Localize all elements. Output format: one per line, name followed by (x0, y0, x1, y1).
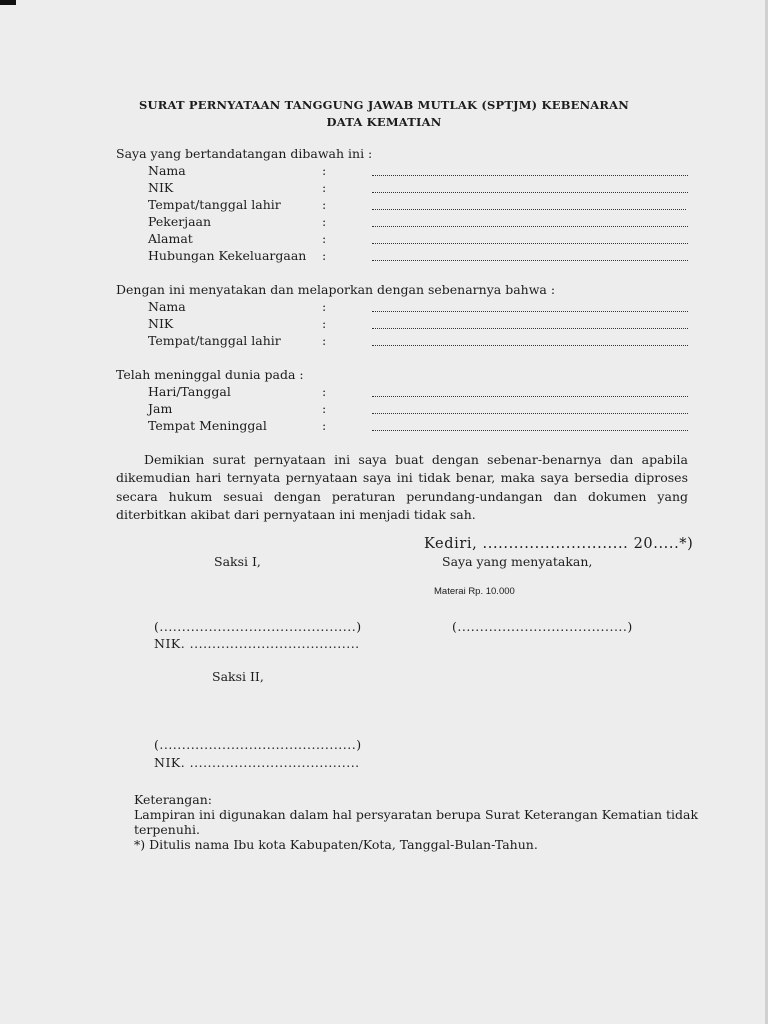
s3-colon-jam: : (322, 401, 327, 416)
section1-intro: Saya yang bertandatangan dibawah ini : (116, 146, 373, 161)
s1-field-hubungan[interactable] (372, 260, 688, 261)
s1-colon-ttl: : (322, 197, 327, 212)
s1-label-nama: Nama (148, 163, 186, 178)
s1-colon-nik: : (322, 180, 327, 195)
witness1-label: Saksi I, (214, 554, 261, 569)
s3-label-jam: Jam (148, 401, 173, 416)
witness2-nik-line[interactable]: NIK. ...................................... (154, 755, 360, 770)
s1-field-nik[interactable] (372, 192, 688, 193)
s2-label-nik: NIK (148, 316, 174, 331)
s2-colon-nama: : (322, 299, 327, 314)
s1-colon-alamat: : (322, 231, 327, 246)
statement-paragraph: Demikian surat pernyataan ini saya buat dengan sebenar-benarnya dan apabila dikemudian hari ternyata pernyataan saya ini tidak benar, maka saya bersedia diproses secara hukum sesuai dengan peraturan perundang-undangan dan dokumen yang diterbitkan akibat dari pernyataan ini menjadi tidak sah. (116, 452, 688, 522)
s2-label-nama: Nama (148, 299, 186, 314)
s1-label-pekerjaan: Pekerjaan (148, 214, 212, 229)
s2-label-ttl: Tempat/tanggal lahir (148, 333, 281, 348)
s3-field-jam[interactable] (372, 413, 688, 414)
witness2-name-line[interactable]: (............................................) (154, 737, 362, 752)
declarant-label: Saya yang menyatakan, (442, 554, 593, 569)
s1-field-ttl[interactable] (372, 209, 686, 210)
s2-field-ttl[interactable] (372, 345, 688, 346)
s3-label-tempat: Tempat Meninggal (148, 418, 267, 433)
scan-corner-mark (0, 0, 16, 5)
s1-label-hubungan: Hubungan Kekeluargaan (148, 248, 307, 263)
document-title-line-1: SURAT PERNYATAAN TANGGUNG JAWAB MUTLAK (SPTJM) KEBENARAN (138, 98, 630, 112)
declarant-name-line[interactable]: (......................................) (452, 619, 633, 634)
s1-label-alamat: Alamat (148, 231, 193, 246)
s2-field-nik[interactable] (372, 328, 688, 329)
notes-heading: Keterangan: (134, 792, 213, 807)
s1-colon-pekerjaan: : (322, 214, 327, 229)
s2-colon-nik: : (322, 316, 327, 331)
s2-colon-ttl: : (322, 333, 327, 348)
s1-colon-nama: : (322, 163, 327, 178)
s3-field-tempat[interactable] (372, 430, 688, 431)
place-date: Kediri, ............................ 20.....*) (424, 536, 694, 552)
s3-colon-tempat: : (322, 418, 327, 433)
s2-field-nama[interactable] (372, 311, 688, 312)
s1-field-alamat[interactable] (372, 243, 688, 244)
s3-label-hari: Hari/Tanggal (148, 384, 231, 399)
notes-line-1: Lampiran ini digunakan dalam hal persyaratan berupa Surat Keterangan Kematian tidak (134, 807, 699, 822)
s1-field-pekerjaan[interactable] (372, 226, 688, 227)
s3-field-hari[interactable] (372, 396, 688, 397)
section2-intro: Dengan ini menyatakan dan melaporkan dengan sebenarnya bahwa : (116, 282, 556, 297)
s1-label-nik: NIK (148, 180, 174, 195)
s1-colon-hubungan: : (322, 248, 327, 263)
notes-line-2: terpenuhi. (134, 822, 200, 837)
s3-colon-hari: : (322, 384, 327, 399)
witness1-nik-line[interactable]: NIK. ...................................... (154, 636, 360, 651)
witness2-label: Saksi II, (212, 669, 264, 684)
witness1-name-line[interactable]: (............................................) (154, 619, 362, 634)
document-title-line-2: DATA KEMATIAN (326, 115, 442, 129)
stamp-note: Materai Rp. 10.000 (434, 586, 515, 597)
s1-field-nama[interactable] (372, 175, 688, 176)
notes-line-3: *) Ditulis nama Ibu kota Kabupaten/Kota, Tanggal-Bulan-Tahun. (134, 837, 538, 852)
s1-label-ttl: Tempat/tanggal lahir (148, 197, 281, 212)
section3-intro: Telah meninggal dunia pada : (116, 367, 304, 382)
